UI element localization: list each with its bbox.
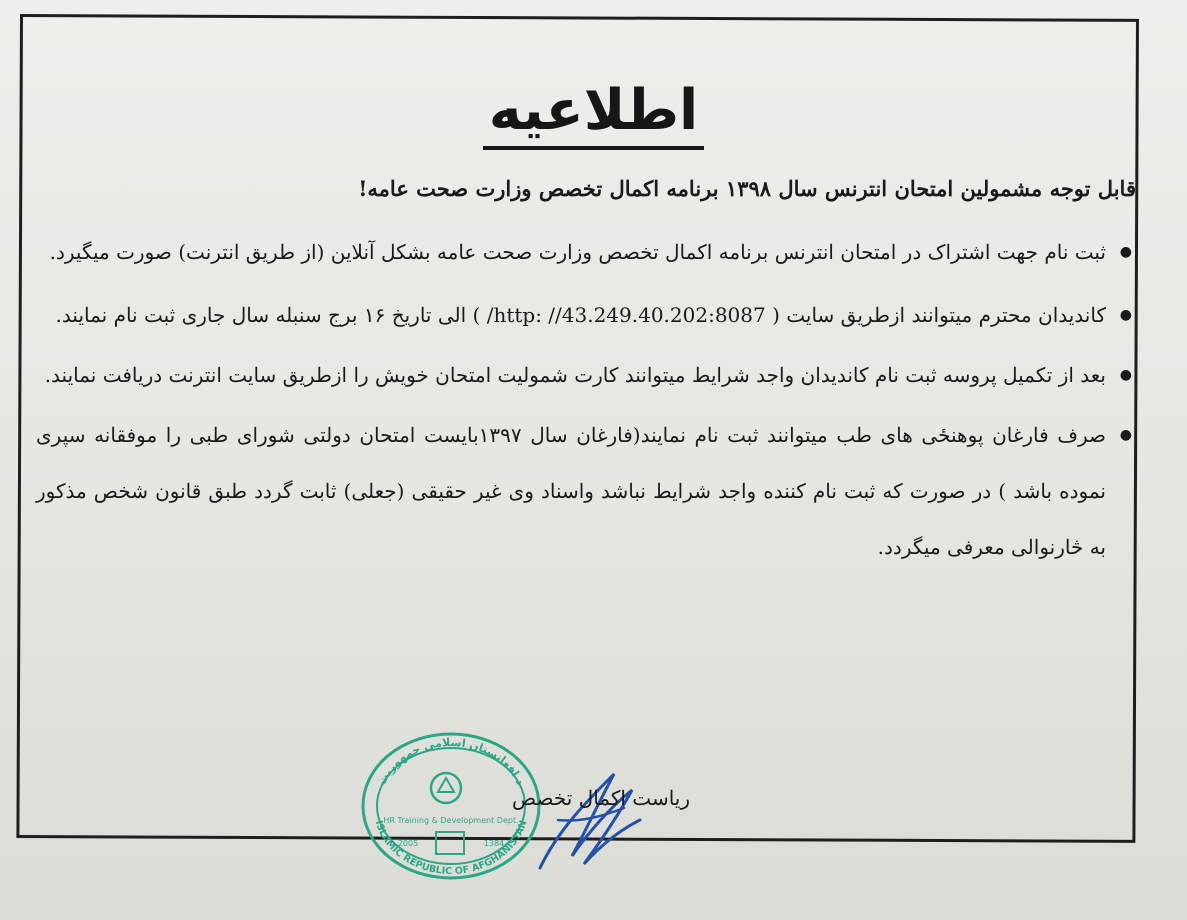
- seal-top-text: د افغانستان اسلامی جمهوریت: [375, 735, 527, 788]
- seal-year-right: 1384: [483, 839, 505, 848]
- seal-bottom-text: ISLAMIC REPUBLIC OF AFGHANISTAN: [372, 819, 530, 878]
- svg-text:د افغانستان اسلامی جمهوریت: [375, 736, 527, 788]
- list-item: ● صرف فارغان پوهنځی های طب میتوانند ثبت نام نمایند(فارغان سال ۱۳۹۷بایست امتحان دولتی شورای طبی را موفقانه سپری نموده باشد ) در صورت که ثبت نام کننده واجد شرایط نباشد واسناد وی غیر حقیقی (جعلی) ثابت گردد طبق قانون شخص مذکور به څارنوالی معرفی میگردد.: [36, 407, 1136, 575]
- signature-scribble-icon: [528, 760, 648, 880]
- document-title: [0, 80, 1187, 150]
- seal-department-text: HR Training & Development Dept.: [383, 816, 519, 825]
- title-text: اطلاعیه: [483, 80, 705, 150]
- svg-text:ISLAMIC REPUBLIC OF AFGHANISTA: [373, 819, 530, 877]
- list-item: ● کاندیدان محترم میتوانند ازطریق سایت ( http: //43.249.40.202:8087/ ) الی تاریخ ۱۶ برج سنبله سال جاری ثبت نام نمایند.: [36, 287, 1136, 343]
- list-item: ● بعد از تکمیل پروسه ثبت نام کاندیدان واجد شرایط میتوانند کارت شمولیت امتحان خویش را ازطریق سایت انترنت دریافت نمایند.: [36, 347, 1136, 403]
- signature-line: ریاست اکمال تخصص: [512, 786, 691, 810]
- document-body: [36, 176, 1136, 579]
- intro-line: قابل توجه مشمولین امتحان انترنس سال ۱۳۹۸ برنامه اکمال تخصص وزارت صحت عامه!: [358, 176, 1136, 201]
- seal-year-left: 2005: [397, 839, 419, 848]
- list-item: ● ثبت نام جهت اشتراک در امتحان انترنس برنامه اکمال تخصص وزارت صحت عامه بشکل آنلاین (از طریق انترنت) صورت میگیرد.: [36, 221, 1136, 283]
